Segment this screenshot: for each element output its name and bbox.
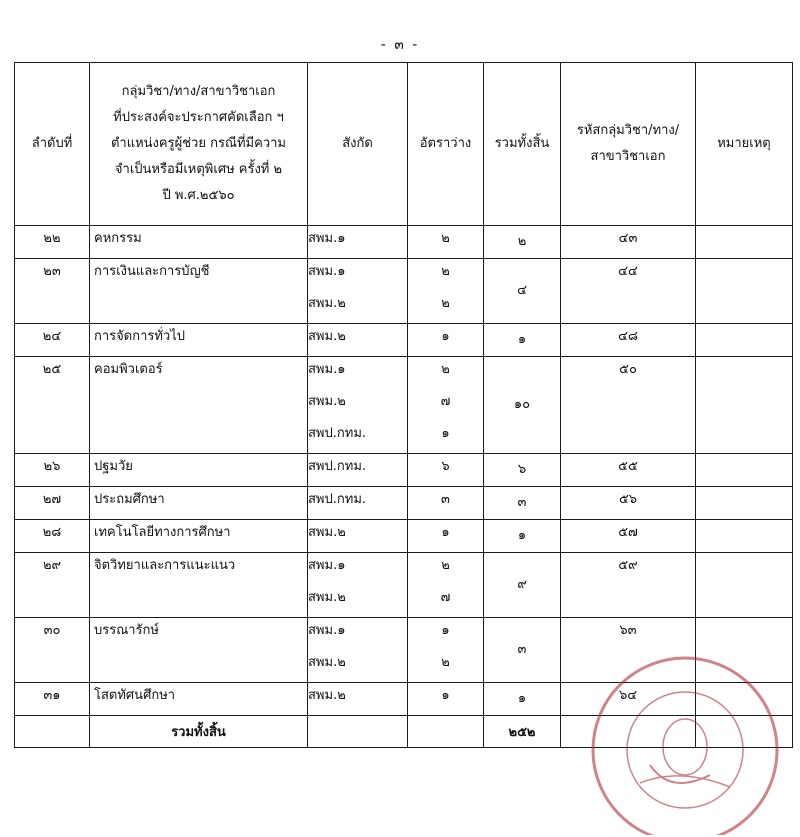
vacancy-value: ๑ [441, 623, 450, 638]
row-subject-text: ประถมศึกษา [94, 492, 165, 507]
row-number-text: ๓๑ [43, 688, 61, 703]
grand-total-blank [408, 716, 484, 748]
header-code-line: รหัสกลุ่มวิชา/ทาง/ [576, 123, 680, 138]
row-total-value: ๑๐ [513, 397, 531, 412]
row-total-value: ๖ [517, 462, 527, 477]
row-vacancy [408, 259, 484, 324]
row-code [561, 520, 696, 553]
row-total [484, 553, 561, 618]
row-vacancy [408, 454, 484, 487]
row-remark [696, 487, 793, 520]
table-row [15, 683, 793, 716]
affiliation-text: สพม.๒ [308, 590, 346, 605]
row-remark [696, 454, 793, 487]
row-number [15, 454, 90, 487]
affiliation-text: สพม.๒ [308, 394, 346, 409]
row-code-value: ๕๐ [619, 362, 637, 377]
row-remark [696, 324, 793, 357]
row-affiliation [308, 618, 408, 683]
row-total-value: ๑ [517, 332, 527, 347]
row-vacancy [408, 487, 484, 520]
vacancy-table [14, 62, 793, 748]
vacancy-value: ๑ [441, 329, 450, 344]
grand-total-row [15, 716, 793, 748]
row-affiliation [308, 487, 408, 520]
header-subject-line: ปี พ.ศ.๒๕๖๐ [162, 188, 235, 203]
row-subject-text: การจัดการทั่วไป [94, 329, 186, 344]
row-total-value: ๒ [517, 234, 527, 249]
vacancy-value: ๒ [441, 264, 450, 279]
row-code-value: ๕๙ [618, 558, 638, 573]
table-row [15, 553, 793, 618]
table-row [15, 487, 793, 520]
row-subject [90, 520, 308, 553]
row-affiliation [308, 520, 408, 553]
row-remark [696, 259, 793, 324]
row-number-text: ๒๓ [43, 264, 61, 279]
table-row [15, 618, 793, 683]
vacancy-value: ๒ [441, 296, 450, 311]
row-total [484, 520, 561, 553]
header-subject-line: ที่ประสงค์จะประกาศคัดเลือก ฯ [113, 110, 284, 125]
affiliation-text: สพม.๑ [308, 362, 346, 377]
row-subject-text: โสตทัศนศึกษา [94, 688, 176, 703]
header-remark: หมายเหตุ [696, 63, 793, 226]
row-total-value: ๔ [517, 283, 527, 298]
row-subject [90, 683, 308, 716]
header-row [15, 63, 793, 226]
row-remark [696, 618, 793, 683]
row-number [15, 553, 90, 618]
vacancy-value: ๑ [441, 525, 450, 540]
affiliation-text: สพม.๑ [308, 623, 346, 638]
vacancy-value: ๒ [441, 655, 450, 670]
affiliation-text: สพม.๒ [308, 329, 346, 344]
row-number-text: ๒๘ [42, 525, 62, 540]
row-subject-text: บรรณารักษ์ [94, 623, 159, 638]
row-code [561, 454, 696, 487]
row-vacancy [408, 683, 484, 716]
row-total-value: ๑ [517, 691, 527, 706]
row-subject [90, 487, 308, 520]
row-affiliation [308, 357, 408, 454]
row-total [484, 454, 561, 487]
row-vacancy [408, 226, 484, 259]
row-total [484, 324, 561, 357]
grand-total-blank [696, 716, 793, 748]
row-number [15, 683, 90, 716]
row-remark [696, 226, 793, 259]
row-number [15, 487, 90, 520]
row-total-value: ๓ [517, 642, 527, 657]
row-code [561, 618, 696, 683]
row-affiliation [308, 683, 408, 716]
grand-total-label: รวมทั้งสิ้น [90, 716, 308, 748]
row-remark [696, 683, 793, 716]
header-subject [90, 63, 308, 226]
row-total-value: ๑ [517, 528, 527, 543]
header-sum: รวมทั้งสิ้น [484, 63, 561, 226]
row-subject-text: คอมพิวเตอร์ [94, 362, 163, 377]
row-code-value: ๕๕ [618, 459, 638, 474]
row-total [484, 487, 561, 520]
header-subject-line: ตำแหน่งครูผู้ช่วย กรณีที่มีความ [110, 136, 286, 151]
row-number-text: ๒๗ [42, 492, 62, 507]
affiliation-text: สพม.๒ [308, 525, 346, 540]
row-vacancy [408, 553, 484, 618]
row-total [484, 683, 561, 716]
vacancy-value: ๒ [441, 362, 450, 377]
affiliation-text: สพม.๒ [308, 688, 346, 703]
affiliation-text: สพม.๒ [308, 296, 346, 311]
row-subject-text: ปฐมวัย [94, 459, 133, 474]
row-number [15, 324, 90, 357]
row-total-value: ๓ [517, 495, 527, 510]
row-subject [90, 324, 308, 357]
grand-total-blank [308, 716, 408, 748]
header-vacancy: อัตราว่าง [408, 63, 484, 226]
table-body [15, 226, 793, 716]
row-remark [696, 553, 793, 618]
row-subject [90, 259, 308, 324]
row-affiliation [308, 324, 408, 357]
row-total [484, 357, 561, 454]
row-code-value: ๔๓ [618, 231, 638, 246]
row-code [561, 487, 696, 520]
row-code-value: ๕๖ [618, 492, 638, 507]
row-code [561, 259, 696, 324]
row-number [15, 357, 90, 454]
vacancy-value: ๓ [441, 492, 450, 507]
affiliation-text: สพป.กทม. [308, 492, 367, 507]
row-subject [90, 357, 308, 454]
row-code [561, 324, 696, 357]
row-affiliation [308, 553, 408, 618]
row-code-value: ๖๔ [618, 688, 638, 703]
table-row [15, 454, 793, 487]
row-subject [90, 226, 308, 259]
row-subject [90, 553, 308, 618]
row-number-text: ๒๔ [42, 329, 62, 344]
row-code [561, 553, 696, 618]
vacancy-value: ๗ [440, 394, 451, 409]
row-vacancy [408, 357, 484, 454]
row-vacancy [408, 618, 484, 683]
row-number-text: ๒๒ [43, 231, 61, 246]
header-subject-line: จำเป็นหรือมีเหตุพิเศษ ครั้งที่ ๒ [114, 162, 283, 177]
row-subject-text: คหกรรม [94, 231, 142, 246]
affiliation-text: สพม.๑ [308, 558, 346, 573]
header-code [561, 63, 696, 226]
vacancy-value: ๑ [441, 426, 450, 441]
row-number [15, 520, 90, 553]
row-code-value: ๕๗ [618, 525, 638, 540]
row-code [561, 357, 696, 454]
row-vacancy [408, 520, 484, 553]
row-code [561, 683, 696, 716]
row-number-text: ๒๖ [43, 459, 61, 474]
row-total-value: ๙ [517, 577, 527, 592]
row-vacancy [408, 324, 484, 357]
row-number [15, 618, 90, 683]
row-total [484, 259, 561, 324]
row-number-text: ๒๕ [42, 362, 62, 377]
row-code [561, 226, 696, 259]
row-affiliation [308, 454, 408, 487]
vacancy-value: ๒ [441, 558, 450, 573]
table-row [15, 520, 793, 553]
row-affiliation [308, 226, 408, 259]
vacancy-value: ๗ [440, 590, 451, 605]
row-number [15, 259, 90, 324]
row-code-value: ๔๘ [618, 329, 638, 344]
row-subject [90, 618, 308, 683]
affiliation-text: สพม.๒ [308, 655, 346, 670]
page-number: - ๓ - [380, 37, 420, 53]
header-subject-line: กลุ่มวิชา/ทาง/สาขาวิชาเอก [121, 84, 276, 99]
row-number-text: ๓๐ [43, 623, 61, 638]
row-subject [90, 454, 308, 487]
header-affiliation: สังกัด [308, 63, 408, 226]
table-row [15, 259, 793, 324]
row-code-value: ๔๔ [618, 264, 638, 279]
table-row [15, 357, 793, 454]
grand-total-blank [561, 716, 696, 748]
vacancy-value: ๒ [441, 231, 450, 246]
row-subject-text: จิตวิทยาและการแนะแนว [94, 558, 236, 573]
grand-total-value: ๒๕๒ [484, 716, 561, 748]
row-number-text: ๒๙ [42, 558, 62, 573]
vacancy-value: ๖ [441, 459, 450, 474]
row-total [484, 618, 561, 683]
row-remark [696, 357, 793, 454]
affiliation-text: สพม.๑ [308, 231, 346, 246]
grand-total-blank [15, 716, 90, 748]
row-total [484, 226, 561, 259]
vacancy-value: ๑ [441, 688, 450, 703]
row-affiliation [308, 259, 408, 324]
row-number [15, 226, 90, 259]
row-code-value: ๖๓ [619, 623, 637, 638]
table-row [15, 226, 793, 259]
header-order: ลำดับที่ [15, 63, 90, 226]
row-remark [696, 520, 793, 553]
affiliation-text: สพป.กทม. [308, 459, 367, 474]
affiliation-text: สพม.๑ [308, 264, 346, 279]
row-subject-text: เทคโนโลยีทางการศึกษา [94, 525, 231, 540]
affiliation-text: สพป.กทม. [308, 426, 367, 441]
table-row [15, 324, 793, 357]
row-subject-text: การเงินและการบัญชี [94, 264, 210, 279]
header-code-line: สาขาวิชาเอก [590, 149, 666, 164]
